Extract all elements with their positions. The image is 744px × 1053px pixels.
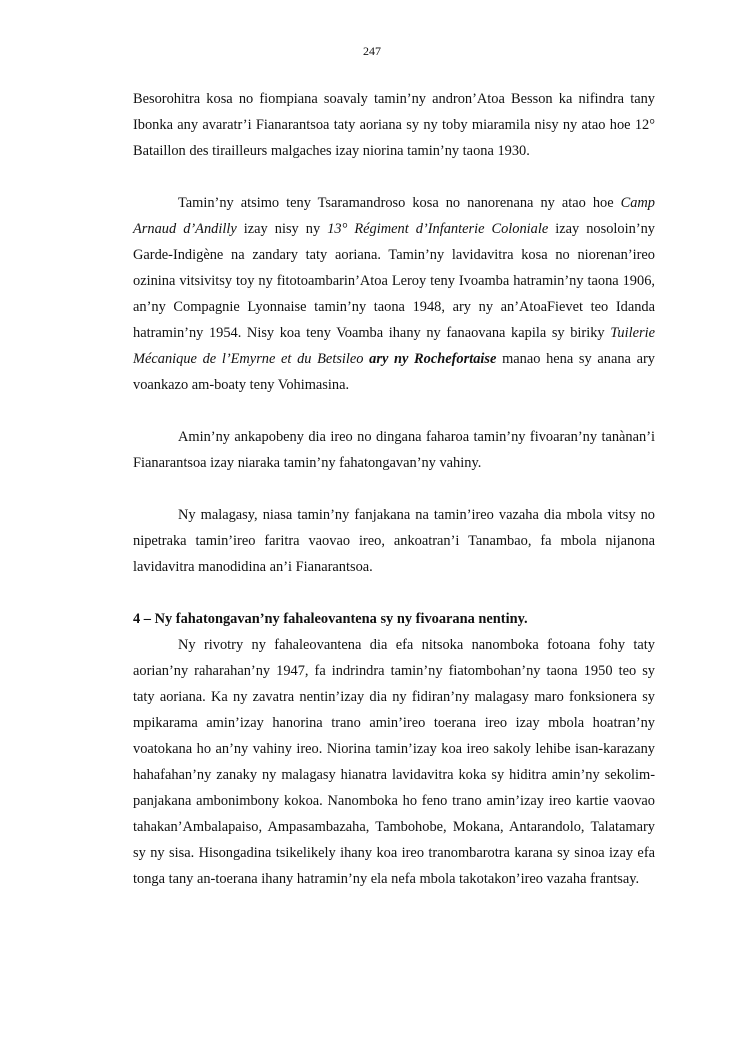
paragraph-4: Ny malagasy, niasa tamin’ny fanjakana na tamin’ireo vazaha dia mbola vitsy no nipetraka tamin’ireo faritra vaovao ireo, ankoatran’i Tanambao, fa mbola nijanona lavidavitra manodidina an’i Fianarantsoa. (133, 507, 655, 575)
paragraph-1: Besorohitra kosa no fiompiana soavaly tamin’ny andron’Atoa Besson ka nifindra tany Ibonka any avaratr’i Fianarantsoa taty aoriana sy ny toby miaramila nisy ny atao hoe 12° Bataillon des tirailleurs malgaches izay niorina tamin’ny taona 1930. (133, 91, 655, 159)
paragraph-2-text-1: Tamin’ny atsimo teny Tsaramandroso kosa no nanorenana ny atao hoe (178, 195, 621, 211)
paragraph-2 (133, 190, 655, 398)
page-number: 247 (363, 44, 381, 58)
paragraph-3: Amin’ny ankapobeny dia ireo no dingana faharoa tamin’ny fivoaran’ny tanànan’i Fianarantsoa izay niaraka tamin’ny fahatongavan’ny vahiny. (133, 429, 655, 471)
camp-name-italic: Camp Arnaud d’Andilly (133, 195, 655, 237)
paragraph-2-text-2: izay nisy ny (236, 221, 328, 237)
paragraph-gap (133, 476, 655, 502)
paragraph-5: Ny rivotry ny fahaleovantena dia efa nitsoka nanomboka fotoana fohy taty aorian’ny raharahan’ny 1947, fa indrindra tamin’ny fiatombohan’ny taona 1950 teo sy taty aoriana. Ka ny zavatra nentin’izay dia ny fidiran’ny malagasy maro fonksionera sy mpikarama amin’izay hanorina trano amin’ireo toerana ireo izay mbola hoatran’ny voatokana ho an’ny vahiny ireo. Niorina tamin’izay koa ireo sakoly lehibe isan-karazany hahafahan’ny zanaky ny malagasy hianatra lavidavitra koka sy hiditra amin’ny sekolim-panjakana ambonimbony kokoa. Nanomboka ho feno trano amin’izay ireo kartie vaovao tahakan’Ambalapaiso, Ampasambazaha, Tambohobe, Mokana, Antarandolo, Talatamary sy ny sisa. Hisongadina tsikelikely ihany koa ireo tranombarotra karana sy sinoa izay efa tonga tany an-toerana ihany hatramin’ny ela nefa mbola takotakon’ireo vazaha frantsay. (133, 637, 655, 887)
regiment-name-italic: 13° Régiment d’Infanterie Coloniale (327, 221, 549, 237)
document-body (133, 86, 655, 892)
paragraph-gap (133, 164, 655, 190)
paragraph-gap (133, 398, 655, 424)
tuilerie-name-italic: Tuilerie Mécanique de l’Emyrne et du Betsileo (133, 325, 655, 367)
section-heading: 4 – Ny fahatongavan’ny fahaleovantena sy ny fivoarana nentiny. (133, 611, 528, 627)
paragraph-2-text-4: manao hena sy anana ary voankazo am-boaty teny Vohimasina. (133, 351, 655, 393)
paragraph-2-text-3: izay nosoloin’ny Garde-Indigène na zandary taty aoriana. Tamin’ny lavidavitra kosa no niorenan’ireo ozinina vitsivitsy toy ny fitotoambarin’Atoa Leroy teny Ivoamba hatramin’ny taona 1906, an’ny Compagnie Lyonnaise tamin’ny taona 1948, ary ny an’AtoaFievet teo Idanda hatramin’ny 1954. Nisy koa teny Voamba ihany ny fanaovana kapila sy biriky (133, 221, 655, 341)
paragraph-gap (133, 580, 655, 606)
rochefortaise-bold-italic: ary ny Rochefortaise (363, 351, 497, 367)
